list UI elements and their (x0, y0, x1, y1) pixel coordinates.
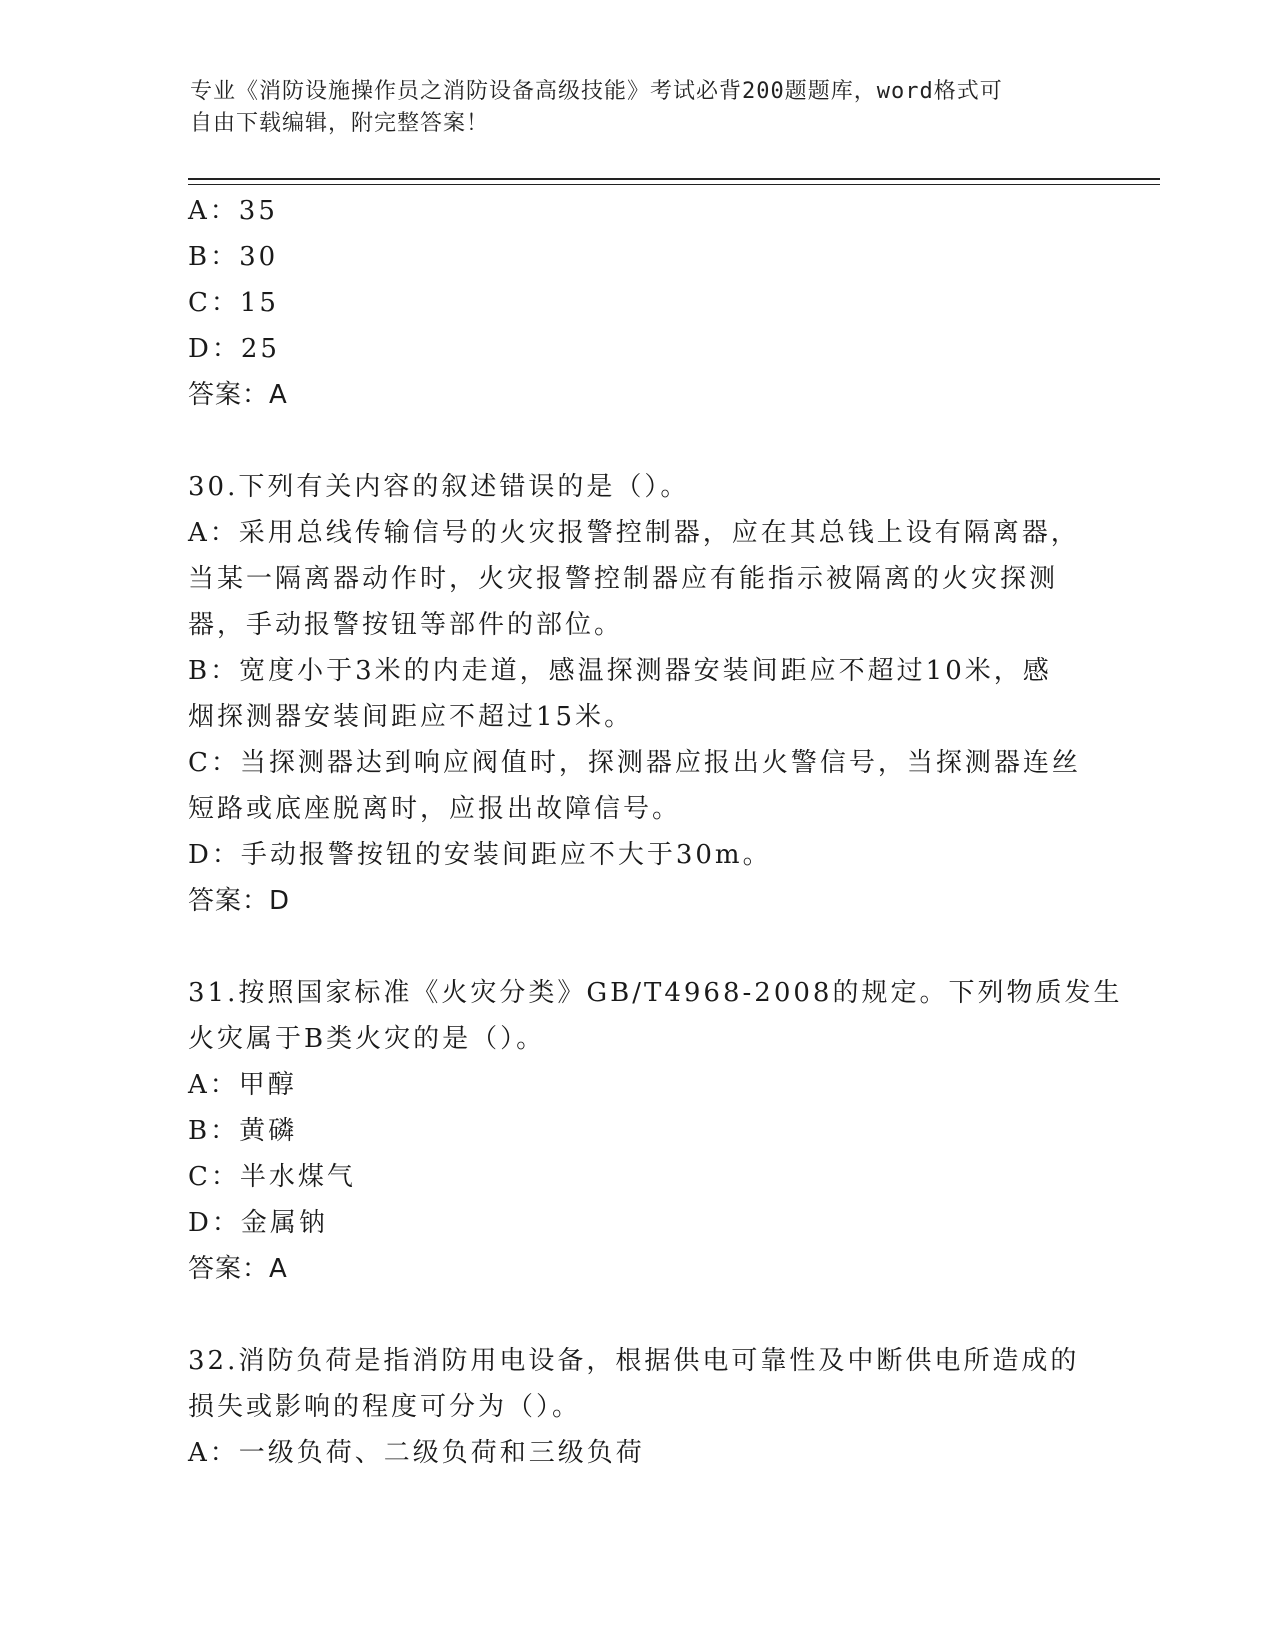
question-stem: 30.下列有关内容的叙述错误的是（）。 (188, 472, 690, 502)
option-a: A：甲醇 (188, 1070, 297, 1100)
option-a-line-2: 当某一隔离器动作时，火灾报警控制器应有能指示被隔离的火灾探测 (188, 564, 1059, 594)
header-line-1: 专业《消防设施操作员之消防设备高级技能》考试必背200题题库，word格式可 (190, 79, 1003, 104)
option-c-line-1: C：当探测器达到响应阀值时，探测器应报出火警信号，当探测器连丝 (188, 748, 1081, 778)
question-32 (188, 1338, 1088, 1476)
header-divider-thick (188, 178, 1160, 180)
question-stem-line-1: 32.消防负荷是指消防用电设备，根据供电可靠性及中断供电所造成的 (188, 1346, 1080, 1376)
option-b: B：黄磷 (188, 1116, 298, 1146)
option-c-line-2: 短路或底座脱离时，应报出故障信号。 (188, 794, 682, 824)
question-30 (188, 464, 1088, 924)
spacer (188, 1292, 1088, 1338)
spacer (188, 924, 1088, 970)
option-b: B：30 (188, 242, 279, 272)
option-b-line-1: B：宽度小于3米的内走道，感温探测器安装间距应不超过10米，感 (188, 656, 1052, 686)
option-a: A：35 (188, 196, 278, 226)
question-29 (188, 188, 1088, 418)
option-d: D：手动报警按钮的安装间距应不大于30m。 (188, 840, 772, 870)
question-stem-line-1: 31.按照国家标准《火灾分类》GB/T4968-2008的规定。下列物质发生 (188, 978, 1123, 1008)
answer-line: 答案：A (188, 1254, 288, 1284)
option-a-line-3: 器，手动报警按钮等部件的部位。 (188, 610, 624, 640)
question-stem-line-2: 火灾属于B类火灾的是（）。 (188, 1024, 546, 1054)
option-b-line-2: 烟探测器安装间距应不超过15米。 (188, 702, 634, 732)
option-c: C：15 (188, 288, 279, 318)
option-a-line-1: A：采用总线传输信号的火灾报警控制器，应在其总钱上设有隔离器， (188, 518, 1080, 548)
spacer (188, 418, 1088, 464)
option-c: C：半水煤气 (188, 1162, 356, 1192)
header-line-2: 自由下载编辑，附完整答案！ (190, 111, 490, 136)
question-31 (188, 970, 1123, 1292)
answer-line: 答案：D (188, 886, 291, 916)
question-stem-line-2: 损失或影响的程度可分为（）。 (188, 1392, 582, 1422)
option-d: D：金属钠 (188, 1208, 328, 1238)
header-divider-thin (188, 184, 1160, 185)
option-a: A：一级负荷、二级负荷和三级负荷 (188, 1438, 645, 1468)
option-d: D：25 (188, 334, 280, 364)
answer-line: 答案：A (188, 380, 288, 410)
document-header (190, 76, 1070, 140)
question-content (188, 188, 1123, 1476)
